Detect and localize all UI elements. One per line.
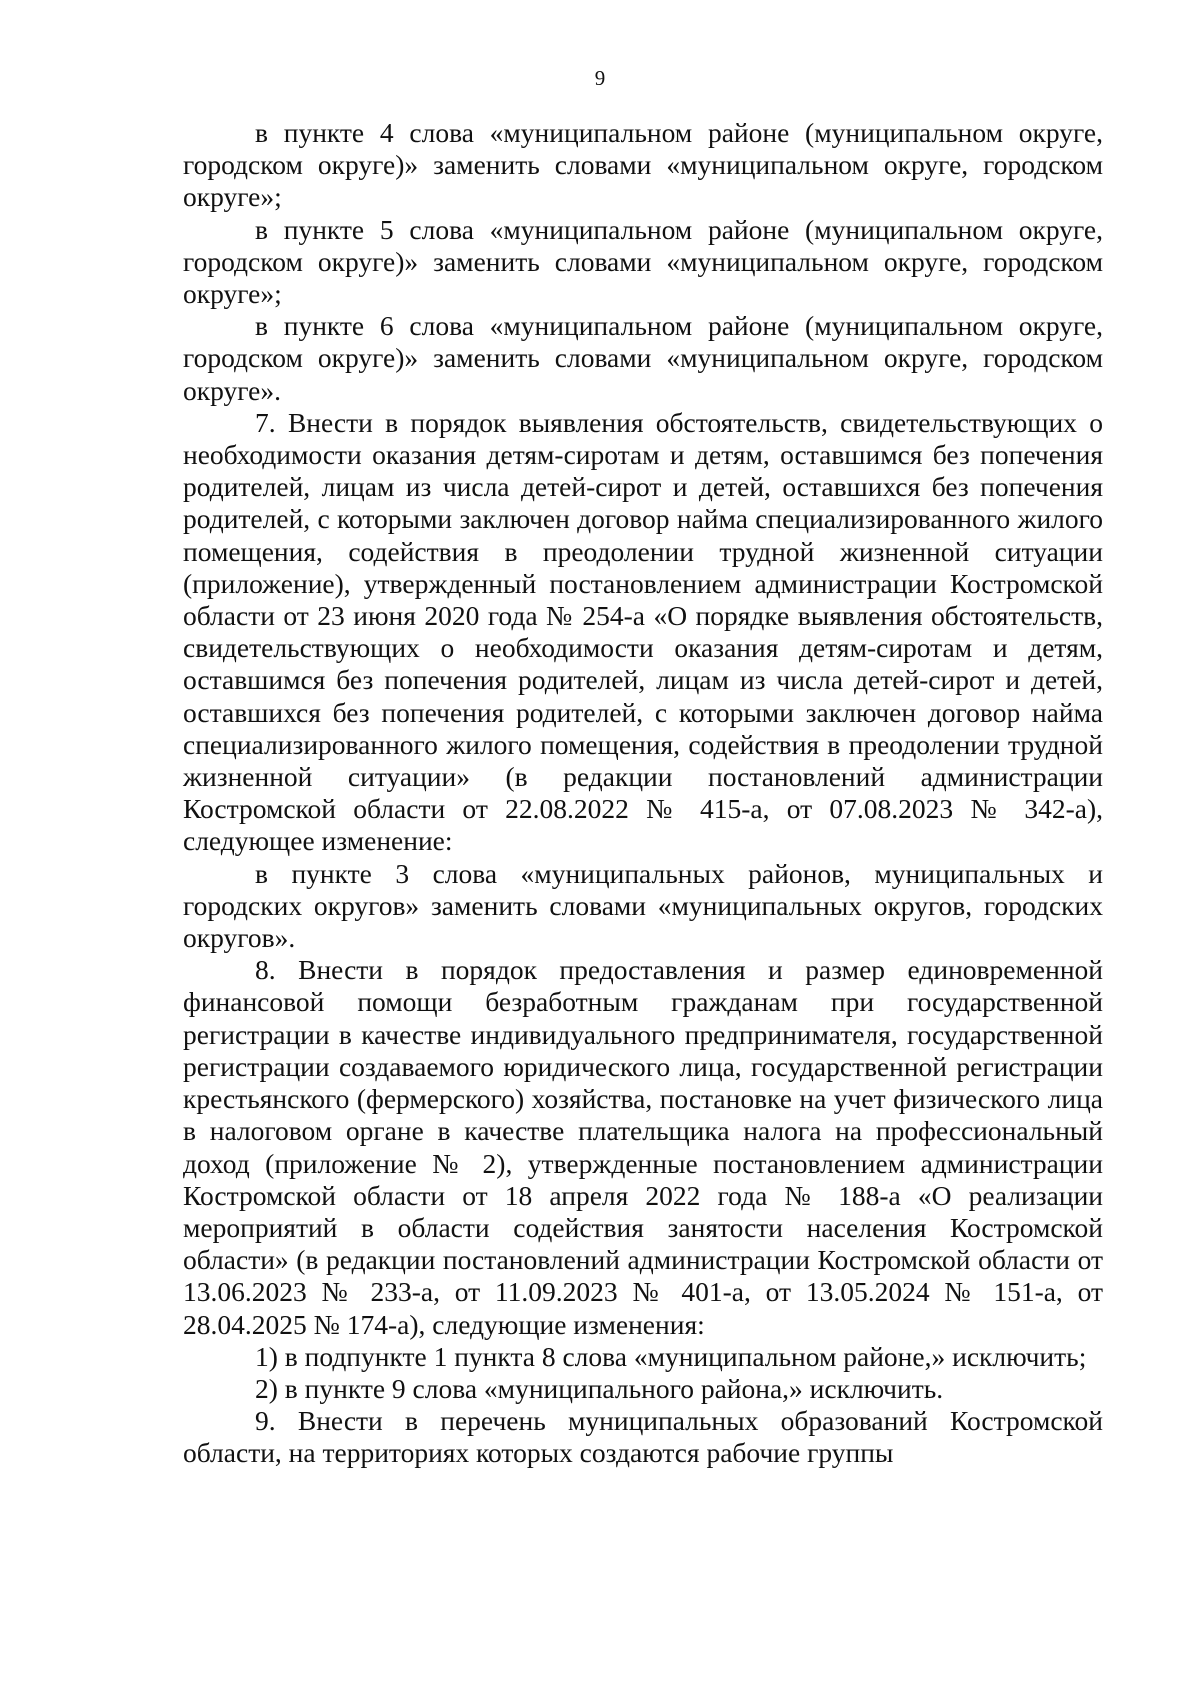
document-body bbox=[183, 117, 1103, 1470]
paragraph-point-4: в пункте 4 слова «муниципальном районе (муниципальном округе, городском округе)» заменить словами «муниципальном округе, городском округе»; bbox=[183, 117, 1103, 213]
paragraph-item-7-point-3: в пункте 3 слова «муниципальных районов, муниципальных и городских округов» заменить словами «муниципальных округов, городских округов». bbox=[183, 857, 1103, 954]
paragraph-point-5: в пункте 5 слова «муниципальном районе (муниципальном округе, городском округе)» заменить словами «муниципальном округе, городском округе»; bbox=[183, 213, 1103, 310]
paragraph-item-9: 9. Внести в перечень муниципальных образований Костромской области, на территориях которых создаются рабочие группы bbox=[183, 1405, 1103, 1469]
paragraph-item-7: 7. Внести в порядок выявления обстоятельств, свидетельствующих о необходимости оказания детям-сиротам и детям, оставшимся без попечения родителей, лицам из числа детей-сирот и детей, оставшихся без попечения родителей, с которыми заключен договор найма специализированного жилого помещения, содействия в преодолении трудной жизненной ситуации (приложение), утвержденный постановлением администрации Костромской области от 23 июня 2020 года № 254-а «О порядке выявления обстоятельств, свидетельствующих о необходимости оказания детям-сиротам и детям, оставшимся без попечения родителей, лицам из числа детей-сирот и детей, оставшихся без попечения родителей, с которыми заключен договор найма специализированного жилого помещения, содействия в преодолении трудной жизненной ситуации» (в редакции постановлений администрации Костромской области от 22.08.2022 № 415-а, от 07.08.2023 № 342-а), следующее изменение: bbox=[183, 406, 1103, 857]
paragraph-item-8-sub-1: 1) в подпункте 1 пункта 8 слова «муниципальном районе,» исключить; bbox=[255, 1340, 1087, 1372]
paragraph-item-8-sub-2: 2) в пункте 9 слова «муниципального района,» исключить. bbox=[255, 1372, 944, 1404]
paragraph-item-8: 8. Внести в порядок предоставления и размер единовременной финансовой помощи безработным гражданам при государственной регистрации в качестве индивидуального предпринимателя, государственной регистрации создаваемого юридического лица, государственной регистрации крестьянского (фермерского) хозяйства, постановке на учет физического лица в налоговом органе в качестве плательщика налога на профессиональный доход (приложение № 2), утвержденные постановлением администрации Костромской области от 18 апреля 2022 года № 188-а «О реализации мероприятий в области содействия занятости населения Костромской области» (в редакции постановлений администрации Костромской области от 13.06.2023 № 233-а, от 11.09.2023 № 401-а, от 13.05.2024 № 151-а, от 28.04.2025 № 174-а), следующие изменения: bbox=[183, 954, 1103, 1340]
page-number: 9 bbox=[594, 66, 606, 90]
paragraph-point-6: в пункте 6 слова «муниципальном районе (муниципальном округе, городском округе)» заменить словами «муниципальном округе, городском округе». bbox=[183, 310, 1103, 406]
